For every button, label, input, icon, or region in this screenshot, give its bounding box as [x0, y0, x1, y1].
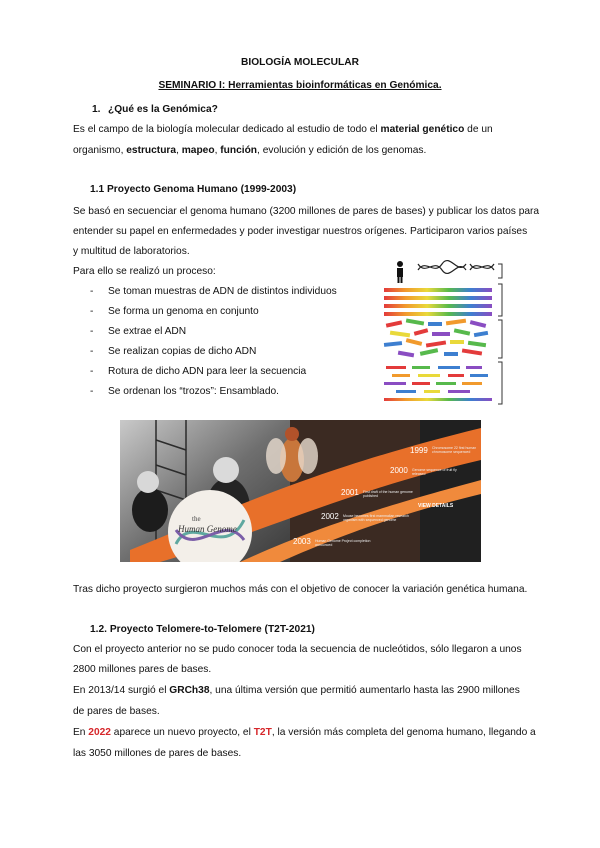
bullet-mark: - [90, 366, 94, 377]
bullet-mark: - [90, 286, 94, 297]
timeline-caption: Mouse becomes first mammalian research organism with sequenced genome [343, 514, 409, 522]
bullet-mark: - [90, 386, 94, 397]
timeline-caption: Chromosome 22 first human chromosome sequenced [432, 446, 477, 454]
timeline-year: 2000 [390, 466, 408, 475]
section-1-2-line6: las 3050 millones de pares de bases. [73, 748, 242, 759]
list-item: Se realizan copias de dicho ADN [108, 346, 257, 357]
section-1-2-line1: Con el proyecto anterior no se pudo conocer toda la secuencia de nucleótidos, sólo llegaron a unos [73, 644, 522, 655]
section-1-2-heading: 1.2. Proyecto Telomere-to-Telomere (T2T-2021) [90, 624, 315, 635]
timeline-caption: Genome sequence of fruit fly released [412, 468, 457, 476]
section-1-2-line5: En 2022 aparece un nuevo proyecto, el T2T, la versión más completa del genoma humano, llegando a [73, 727, 536, 738]
list-item: Se ordenan los “trozos”: Ensamblado. [108, 386, 280, 397]
section-1-1-line1: Se basó en secuenciar el genoma humano (3200 millones de pares de bases) y publicar los datos para [73, 206, 540, 217]
dna-helix-icon [418, 261, 494, 274]
list-item: Se extrae el ADN [108, 326, 187, 337]
timeline-year: 2003 [293, 537, 311, 546]
timeline-year: 1999 [410, 446, 428, 455]
section-1-text-line2: organismo, estructura, mapeo, función, evolución y edición de los genomas. [73, 145, 427, 156]
after-banner-text: Tras dicho proyecto surgieron muchos más con el objetivo de conocer la variación genética humana. [73, 584, 528, 595]
section-1-1-line4: Para ello se realizó un proceso: [73, 266, 216, 277]
timeline-year: 2002 [321, 512, 339, 521]
section-1-2-line2: 2800 millones pares de bases. [73, 664, 212, 675]
section-1-1-line2: entender su papel en enfermedades y poder investigar nuestros orígenes. Participaron varios países [73, 226, 528, 237]
bullet-mark: - [90, 326, 94, 337]
sequencing-process-illustration [378, 258, 506, 408]
section-1-heading: ¿Qué es la Genómica? [108, 104, 218, 115]
human-genome-project-banner [120, 420, 481, 562]
section-1-number: 1. [92, 104, 101, 115]
person-icon [397, 261, 403, 283]
list-item: Rotura de dicho ADN para leer la secuencia [108, 366, 307, 377]
section-1-2-line4: de pares de bases. [73, 706, 160, 717]
section-1-1-heading: 1.1 Proyecto Genoma Humano (1999-2003) [90, 184, 297, 195]
bullet-mark: - [90, 346, 94, 357]
view-details-label: VIEW DETAILS [418, 503, 454, 509]
timeline-caption: First draft of the human genome published [363, 490, 413, 498]
section-1-1-line3: y multitud de laboratorios. [73, 246, 190, 257]
page-title: BIOLOGÍA MOLECULAR [241, 57, 359, 68]
section-1-text-line1: Es el campo de la biología molecular dedicado al estudio de todo el material genético de un [73, 124, 493, 135]
list-item: Se toman muestras de ADN de distintos individuos [108, 286, 337, 297]
bullet-mark: - [90, 306, 94, 317]
genome-logo-small: the [192, 515, 201, 523]
timeline-caption: Human Genome Project completion announced [315, 539, 371, 547]
page-subtitle: SEMINARIO I: Herramientas bioinformáticas en Genómica. [158, 80, 442, 91]
timeline-year: 2001 [341, 488, 359, 497]
genome-logo-text: Human Genome [178, 524, 237, 534]
section-1-2-line3: En 2013/14 surgió el GRCh38, una última versión que permitió aumentarlo hasta las 2900 millones [73, 685, 520, 696]
list-item: Se forma un genoma en conjunto [108, 306, 259, 317]
